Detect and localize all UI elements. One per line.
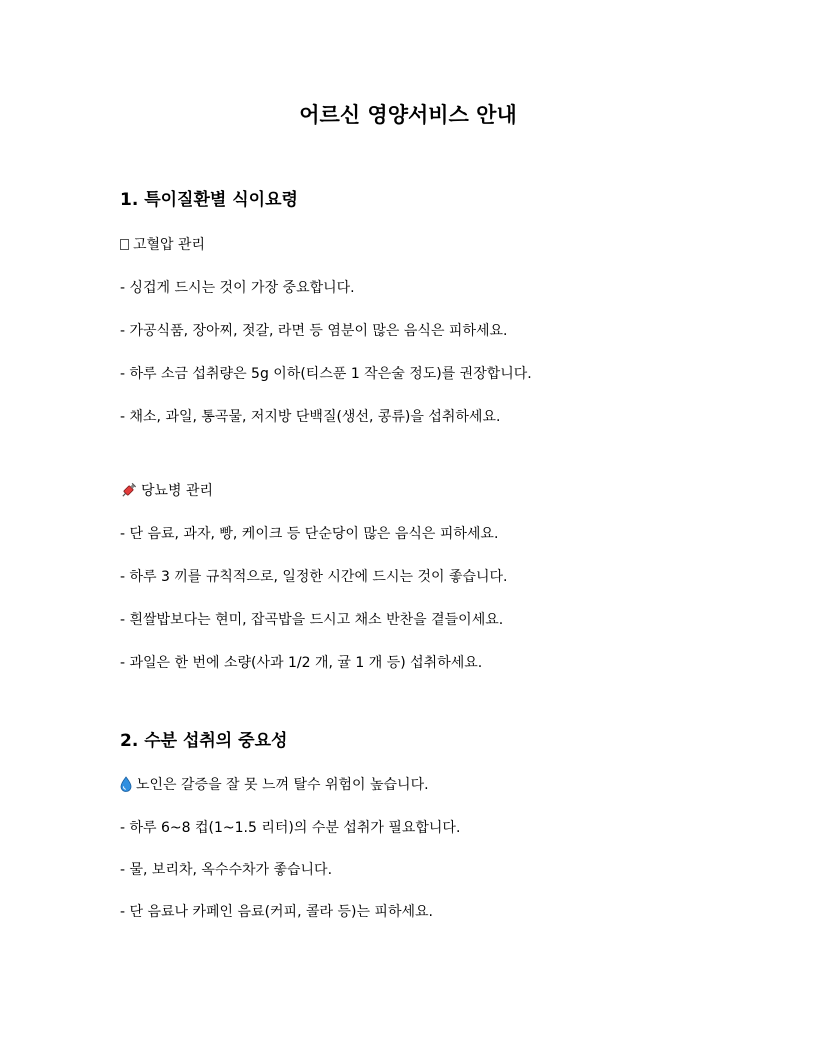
- section-heading-diet: 1. 특이질환별 식이요령: [120, 190, 298, 210]
- missing-glyph-icon: [120, 239, 129, 250]
- list-item: - 싱겁게 드시는 것이 가장 중요합니다.: [120, 280, 355, 296]
- hypertension-label: 고혈압 관리: [133, 237, 206, 253]
- group-label-hydration: [120, 775, 429, 795]
- hydration-label: 노인은 갈증을 잘 못 느껴 탈수 위험이 높습니다.: [136, 777, 429, 793]
- list-item: - 단 음료, 과자, 빵, 케이크 등 단순당이 많은 음식은 피하세요.: [120, 526, 499, 542]
- diabetes-label: 당뇨병 관리: [141, 483, 214, 499]
- group-label-hypertension: [120, 235, 205, 255]
- list-item: - 단 음료나 카페인 음료(커피, 콜라 등)는 피하세요.: [120, 904, 433, 920]
- list-item: - 물, 보리차, 옥수수차가 좋습니다.: [120, 862, 333, 878]
- list-item: - 채소, 과일, 통곡물, 저지방 단백질(생선, 콩류)을 섭취하세요.: [120, 409, 501, 425]
- list-item: - 하루 6~8 컵(1~1.5 리터)의 수분 섭취가 필요합니다.: [120, 820, 461, 836]
- page-title: 어르신 영양서비스 안내: [299, 103, 517, 127]
- list-item: - 과일은 한 번에 소량(사과 1/2 개, 귤 1 개 등) 섭취하세요.: [120, 655, 483, 671]
- group-label-diabetes: [120, 481, 213, 501]
- list-item: - 가공식품, 장아찌, 젓갈, 라면 등 염분이 많은 음식은 피하세요.: [120, 323, 508, 339]
- list-item: - 흰쌀밥보다는 현미, 잡곡밥을 드시고 채소 반찬을 곁들이세요.: [120, 612, 504, 628]
- list-item: - 하루 3 끼를 규칙적으로, 일정한 시간에 드시는 것이 좋습니다.: [120, 569, 508, 585]
- list-item: - 하루 소금 섭취량은 5g 이하(티스푼 1 작은술 정도)를 권장합니다.: [120, 366, 532, 382]
- syringe-icon: [120, 482, 137, 499]
- section-heading-hydration: 2. 수분 섭취의 중요성: [120, 731, 288, 751]
- water-drop-icon: [120, 776, 132, 792]
